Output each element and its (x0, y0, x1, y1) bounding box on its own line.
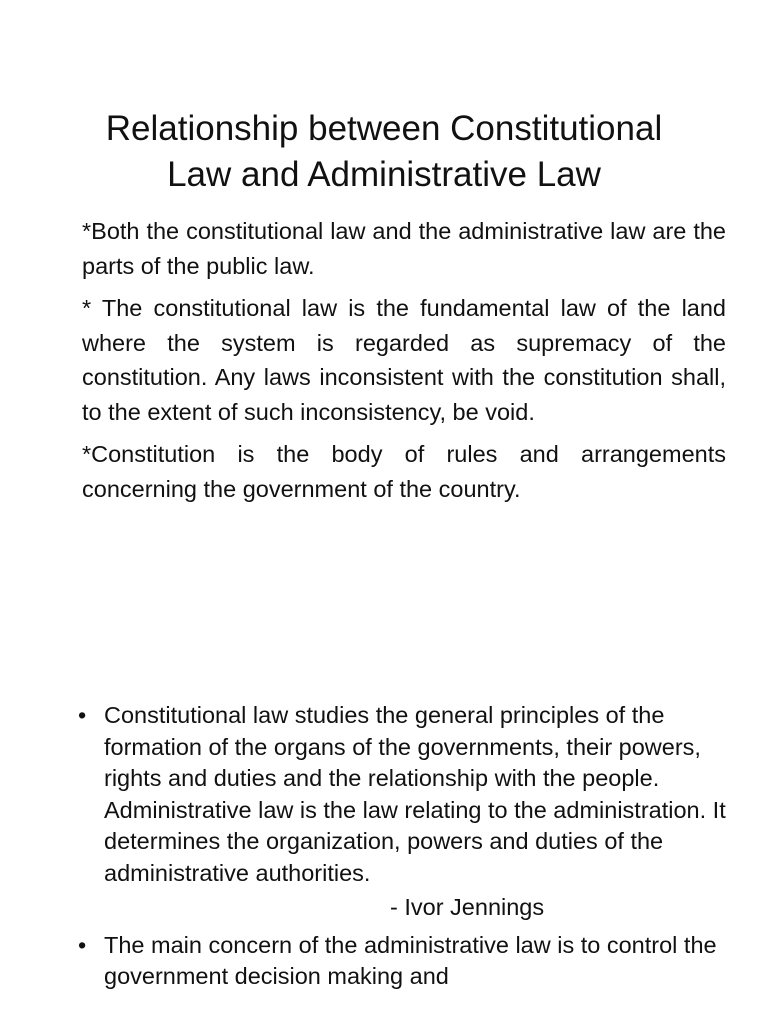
bullet-text: Constitutional law studies the general principles of the formation of the organs of the governments, their powers, rights and duties and the relationship with the people. Administrative law is the law relating to the administration. It determines the organization, powers and duties of the administrative authorities. (104, 702, 726, 886)
slide-title-line-1: Relationship between Constitutional (105, 109, 663, 148)
bullet-list (74, 700, 734, 999)
paragraph-public-law: *Both the constitutional law and the administrative law are the parts of the public law. (82, 218, 726, 279)
slide-title-line-2: Law and Administrative Law (167, 155, 601, 194)
bullet-dot-icon: • (78, 702, 87, 728)
slide-title (40, 106, 728, 198)
paragraph-constitution-definition: *Constitution is the body of rules and arrangements concerning the government of the country. (82, 441, 726, 502)
bullet-item (74, 930, 734, 993)
bullet-item (74, 700, 734, 924)
paragraph-fundamental-law: * The constitutional law is the fundamental law of the land where the system is regarded as supremacy of the constitution. Any laws inconsistent with the constitution shall, to the extent of such inconsistency, be void. (82, 295, 726, 425)
quote-attribution: - Ivor Jennings (390, 894, 545, 920)
bullet-dot-icon: • (78, 931, 87, 958)
bullet-text: The main concern of the administrative law is to control the government decision making and (104, 931, 717, 989)
slide-body (82, 214, 726, 514)
